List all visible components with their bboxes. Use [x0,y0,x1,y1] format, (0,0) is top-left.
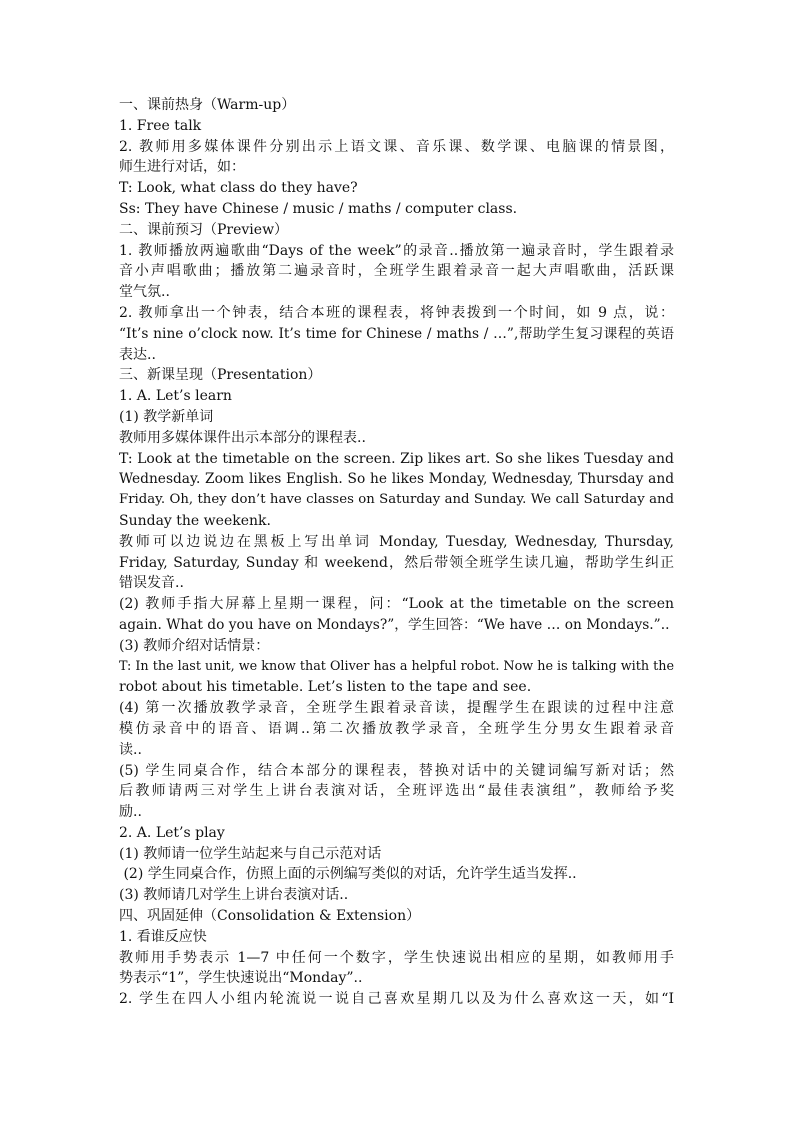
text-line: (1) 教学新单词 [119,408,214,425]
text-line: 1. 教师播放两遍歌曲“Days of the week”的录音..播放第一遍录音时，学生跟着录 [119,242,674,259]
text-line: again. What do you have on Mondays?”，学生回答：“We have … on Mondays.”.. [119,616,670,633]
text-line: 模仿录音中的语音、语调..第二次播放教学录音，全班学生分男女生跟着录音 [119,720,674,737]
text-line: robot about his timetable. Let’s listen to the tape and see. [119,679,532,696]
text-line: (2) 学生同桌合作，仿照上面的示例编写类似的对话，允许学生适当发挥.. [119,866,577,883]
text-line: 音小声唱歌曲；播放第二遍录音时，全班学生跟着录音一起大声唱歌曲，活跃课 [119,263,674,280]
text-line: Ss: They have Chinese / music / maths / computer class. [119,200,518,217]
text-line: 教师用手势表示 1—7 中任何一个数字，学生快速说出相应的星期，如教师用手 [119,949,674,966]
text-line: 三、新课呈现（Presentation） [119,367,322,384]
text-line: 教师可以边说边在黑板上写出单词 Monday, Tuesday, Wednesday, Thursday, [119,533,674,550]
text-line: 势表示“1”，学生快速说出“Monday”.. [119,970,363,987]
text-line: (5) 学生同桌合作，结合本部分的课程表，替换对话中的关键词编写新对话；然 [119,762,674,779]
text-line: 1. 看谁反应快 [119,928,207,945]
text-line: 2. A. Let’s play [119,824,225,841]
text-line: 错误发音.. [119,575,184,592]
text-line: T: In the last unit, we know that Oliver has a helpful robot. Now he is talking with the [119,658,674,674]
text-line: 2. 教师用多媒体课件分别出示上语文课、音乐课、数学课、电脑课的情景图， [119,138,674,155]
text-line: 1. Free talk [119,117,202,134]
text-line: (4) 第一次播放教学录音，全班学生跟着录音读，提醒学生在跟读的过程中注意 [119,700,674,717]
text-line: 四、巩固延伸（Consolidation & Extension） [119,908,421,925]
text-line: 读.. [119,741,142,758]
text-line: (3) 教师介绍对话情景： [119,637,270,654]
text-line: (3) 教师请几对学生上讲台表演对话.. [119,887,349,904]
text-line: 堂气氛.. [119,284,170,301]
text-line: Wednesday. Zoom likes English. So he likes Monday, Wednesday, Thursday and [119,471,674,488]
text-line: 2. 学生在四人小组内轮流说一说自己喜欢星期几以及为什么喜欢这一天，如“I [119,991,674,1008]
text-line: (2) 教师手指大屏幕上星期一课程，问：“Look at the timetable on the screen [119,596,674,613]
text-line: Friday, Saturday, Sunday 和 weekend，然后带领全班学生读几遍，帮助学生纠正 [119,554,674,571]
text-line: 励.. [119,804,142,821]
text-line: “It’s nine o’clock now. It’s time for Chinese / maths / …”,帮助学生复习课程的英语 [119,325,674,342]
text-line: T: Look at the timetable on the screen. Zip likes art. So she likes Tuesday and [119,450,674,467]
text-line: Friday. Oh, they don’t have classes on Saturday and Sunday. We call Saturday and [119,492,674,508]
text-line: 2. 教师拿出一个钟表，结合本班的课程表，将钟表拨到一个时间，如 9 点，说： [119,304,674,321]
text-line: 二、课前预习（Preview） [119,221,289,238]
text-line: 教师用多媒体课件出示本部分的课程表.. [119,429,366,446]
document-body [119,95,674,1010]
text-line: Sunday the weekenk. [119,512,271,529]
text-line: 1. A. Let’s learn [119,388,232,405]
text-line: 后教师请两三对学生上讲台表演对话，全班评选出“最佳表演组”，教师给予奖 [119,783,674,800]
text-line: 一、课前热身（Warm-up） [119,97,296,113]
text-line: (1) 教师请一位学生站起来与自己示范对话 [119,845,382,862]
text-line: 表达.. [119,346,156,363]
text-line: T: Look, what class do they have? [119,180,358,197]
text-line: 师生进行对话，如： [119,159,245,176]
